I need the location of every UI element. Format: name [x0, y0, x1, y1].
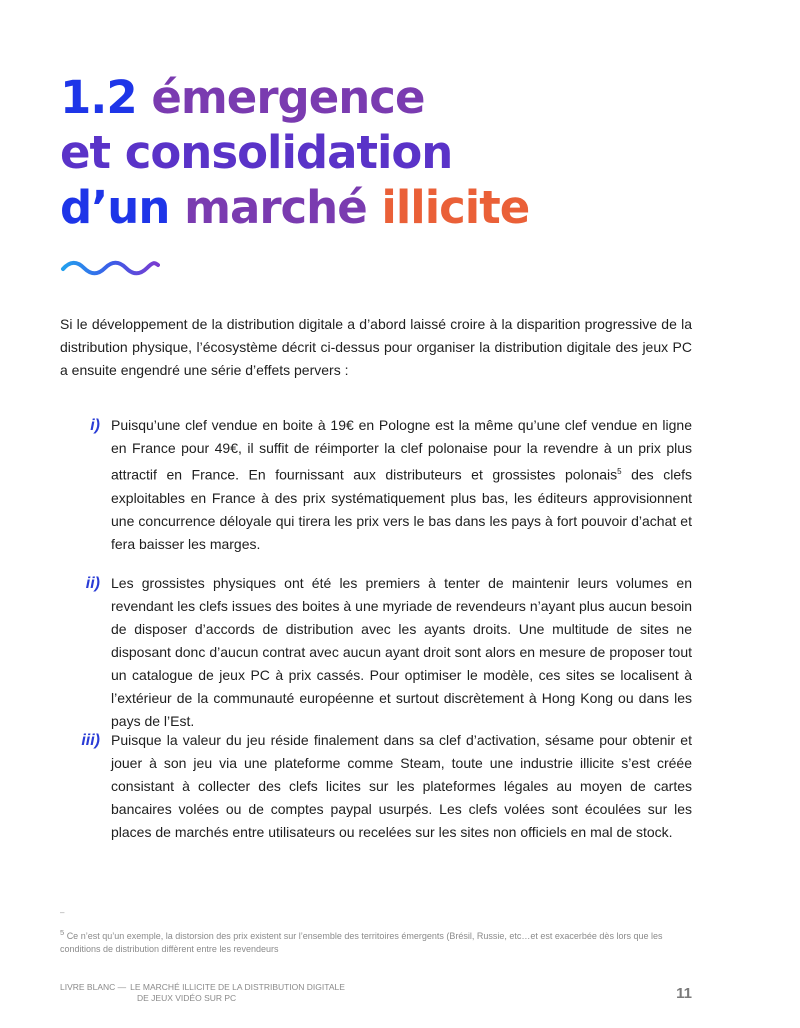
- list-item-text-part: Puisqu’une clef vendue en boite à 19€ en Pologne est la même qu’une clef vendue en ligne en France pour 49€, il suffit de réimporter la clef polonaise pour la revendre à un prix plus attractif en France. En fournissant aux distributeurs et grossistes polonais: [111, 417, 692, 483]
- title-word-marche: marché: [184, 181, 367, 234]
- section-title: [60, 70, 529, 235]
- footnote-text: Ce n’est qu’un exemple, la distorsion des prix existent sur l’ensemble des territoires émergents (Brésil, Russie, etc…et est exacerbée dès lors que les conditions de distribution diffèrent entre les revendeurs: [60, 931, 663, 954]
- list-item-i: [60, 414, 692, 556]
- list-item-iii: [60, 729, 692, 844]
- list-item-text: Puisque la valeur du jeu réside finalement dans sa clef d’activation, sésame pour obtenir et jouer à son jeu via une plateforme comme Steam, toute une industrie illicite s’est créée consistant à collecter des clefs licites sur les plateformes légales au moyen de cartes bancaires volées ou de comptes paypal usurpés. Les clefs volées sont écoulées sur les places de marchés entre utilisateurs ou recelées sur les sites non officiels en mal de stock.: [111, 732, 692, 840]
- page-footer: [60, 982, 349, 1004]
- footer-document-subtitle: DE JEUX VIDÉO SUR PC: [137, 993, 237, 1003]
- title-word-dun: d’un: [60, 181, 170, 234]
- title-line-2: et consolidation: [60, 126, 453, 179]
- footnote-mark: 5: [60, 928, 65, 937]
- intro-paragraph: Si le développement de la distribution digitale a d’abord laissé croire à la disparition progressive de la distribution physique, l’écosystème décrit ci-dessus pour organiser la distribution digitale des jeux PC a ensuite engendré une série d’effets pervers :: [60, 316, 692, 378]
- title-line-3: [60, 180, 529, 235]
- footnote-separator: –: [60, 908, 65, 917]
- list-item-text: Les grossistes physiques ont été les premiers à tenter de maintenir leurs volumes en revendant les clefs issues des boites à une myriade de revendeurs n’ayant plus aucun besoin de disposer d’accords de distribution avec les ayants droits. Une multitude de sites ne disposant donc d’aucun contrat avec aucun ayant droit sont alors en mesure de proposer tout un catalogue de jeux PC à prix cassés. Pour optimiser le modèle, ces sites se localisent à l’extérieur de la communauté européenne et surtout discrètement à Hong Kong ou dans les pays de l’Est.: [111, 575, 692, 729]
- footer-line-1: [60, 982, 349, 993]
- title-word-emergence: émergence: [151, 71, 425, 124]
- title-word-illicite: illicite: [381, 181, 530, 234]
- list-item-text-part: des clefs exploitables en France à des prix systématiquement plus bas, les éditeurs approvisionnent une concurrence déloyale qui tirera les prix vers le bas dans les pays à fort pouvoir d’achat et fera baisser les marges.: [111, 466, 692, 552]
- list-item-number: ii): [85, 575, 100, 592]
- section-number: 1.2: [60, 71, 137, 124]
- footnote: [60, 926, 692, 956]
- list-item-text: [111, 414, 692, 556]
- wave-divider-icon: [60, 258, 160, 276]
- title-line-1: [60, 70, 529, 125]
- list-item-number: i): [90, 417, 100, 434]
- footnote-ref[interactable]: 5: [617, 467, 622, 476]
- page-number: 11: [676, 985, 692, 1002]
- footer-publication: LIVRE BLANC —: [60, 982, 127, 992]
- list-item-ii: [60, 572, 692, 733]
- list-item-number: iii): [81, 732, 100, 749]
- footer-document-title: LE MARCHÉ ILLICITE DE LA DISTRIBUTION DIGITALE: [130, 982, 345, 992]
